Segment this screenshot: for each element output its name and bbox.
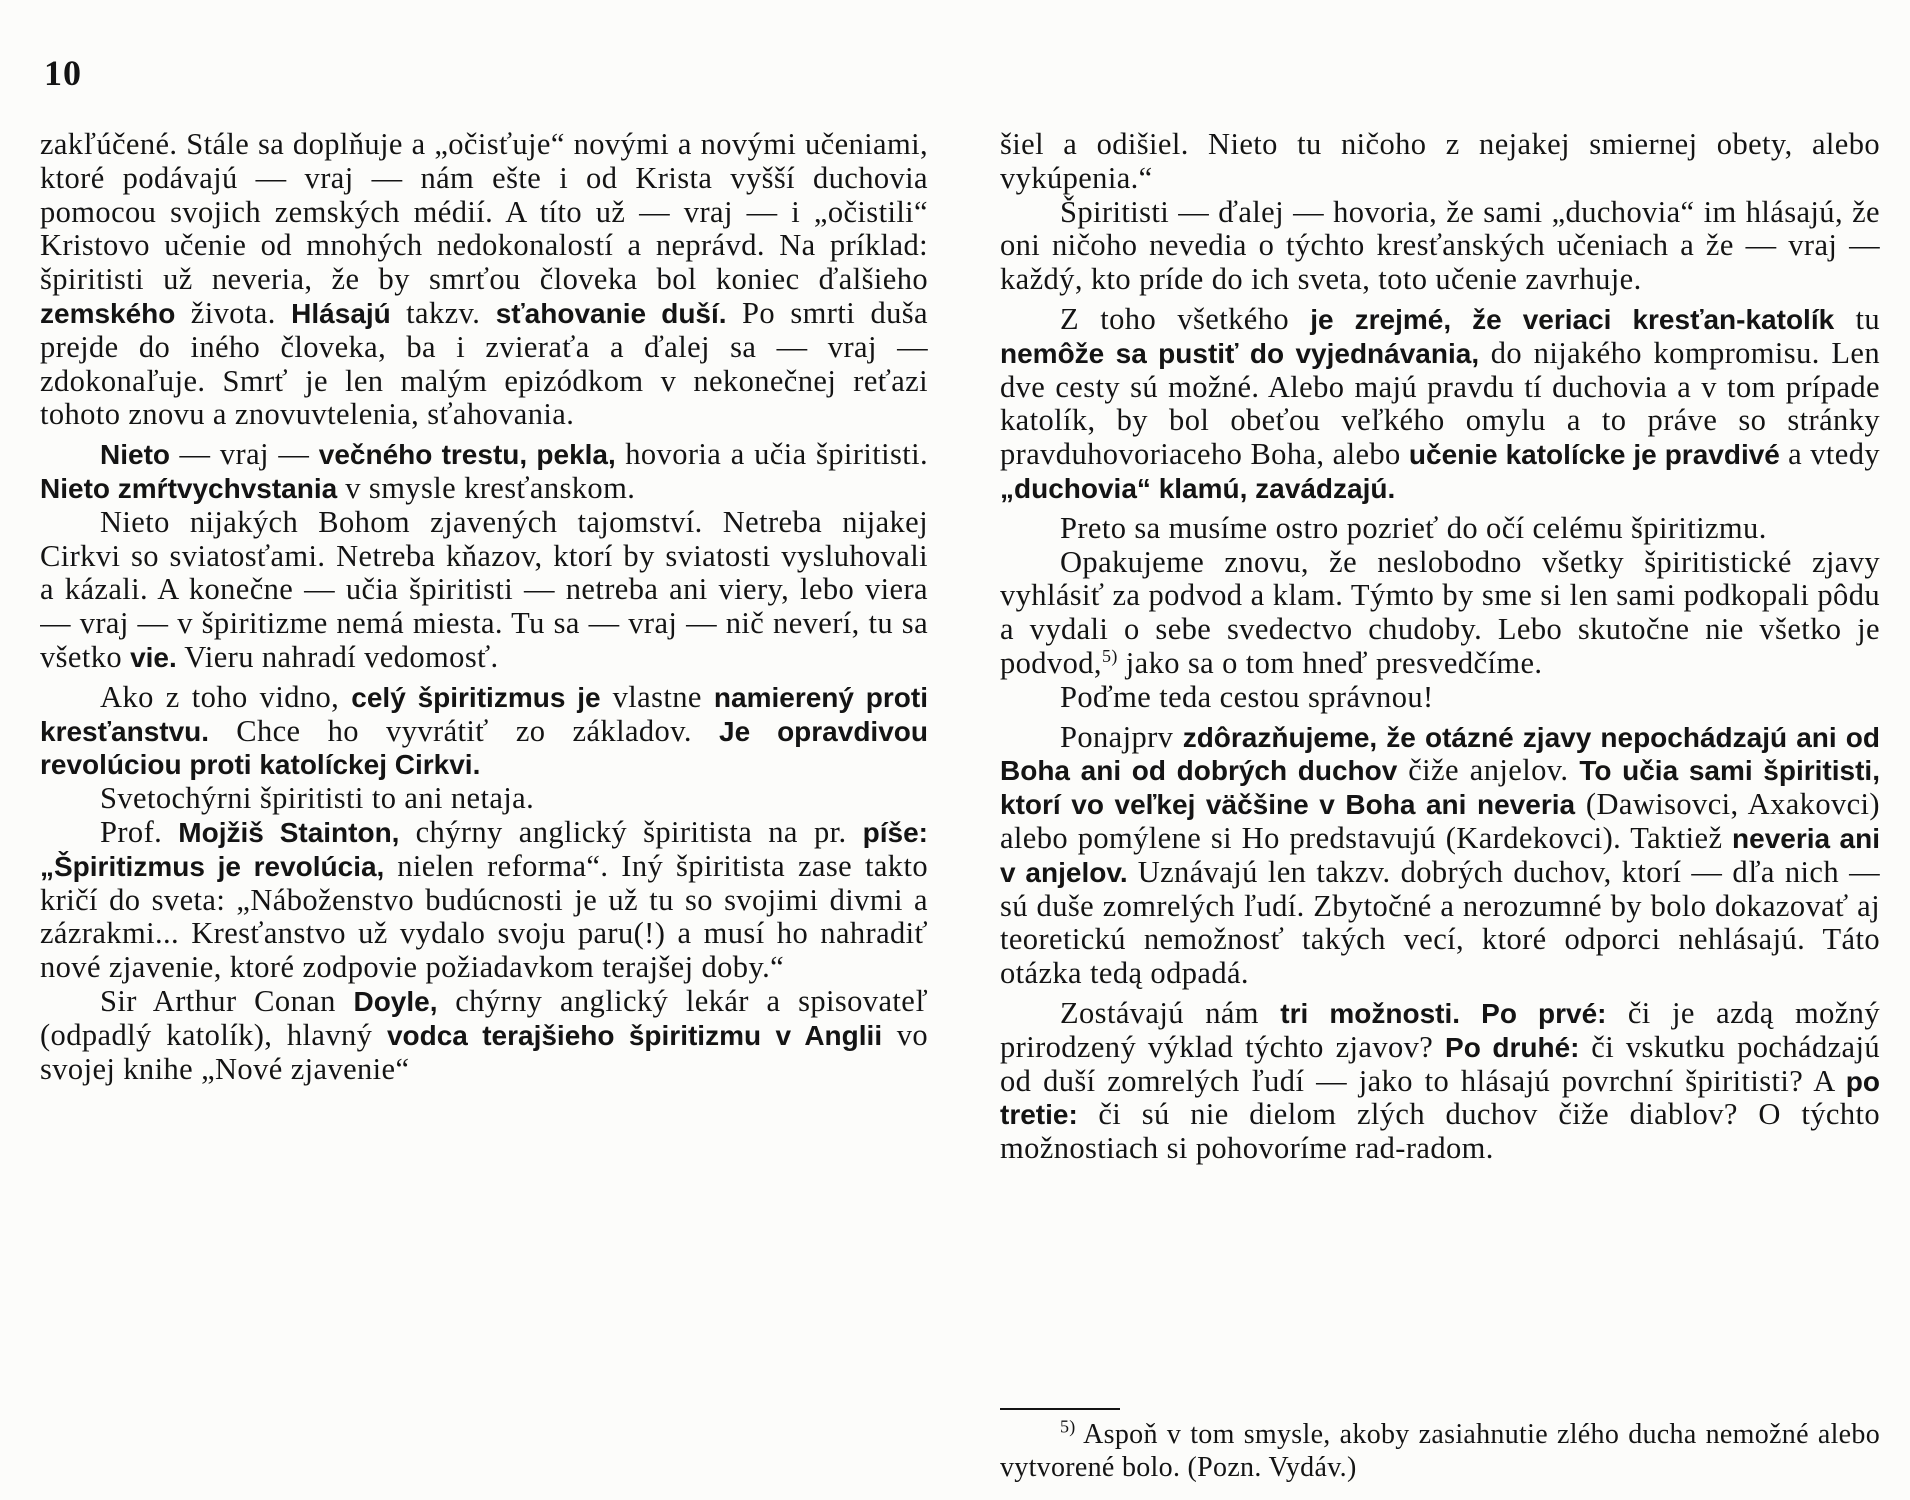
paragraph — [40, 985, 928, 1086]
paragraph — [1000, 721, 1880, 991]
body-text: chýrny anglický lekár a spisovateľ (odpadlý katolík), hlavný — [40, 983, 928, 1052]
emphasis-text: sťahovanie duší. — [495, 297, 727, 329]
paragraph — [40, 438, 928, 506]
paragraph — [1000, 681, 1880, 715]
emphasis-text: celý špiritizmus je — [351, 681, 601, 713]
body-text: Špiritisti — ďalej — hovoria, že sami „duchovia“ im hlásajú, že oni ničoho nevedia o týchto kresťanských učeniach a že — vraj — každý, kto príde do ich sveta, toto učenie zavrhuje. — [1000, 194, 1880, 297]
body-text: či sú nie dielom zlých duchov čiže diablov? O týchto možnostiach si pohovoríme rad-radom. — [1000, 1097, 1880, 1166]
body-text: Sir Arthur Conan — [100, 983, 354, 1018]
body-text: Zostávajú nám — [1060, 995, 1281, 1030]
body-text: takzv. — [390, 295, 496, 330]
body-text: v smysle kresťanskom. — [337, 470, 636, 505]
emphasis-text: píše: „Špiritizmus je revolúcia, — [40, 816, 928, 882]
emphasis-text: Nieto zmŕtvychvstania — [40, 472, 338, 504]
paragraph — [1000, 512, 1880, 546]
body-text: Uznávajú len takzv. dobrých duchov, ktorí — dľa nich — sú duše zomrelých ľudí. Zbytočné a nerozumné by bolo dokazovať aj teoretickú nemožnosť takých vecí, ktoré odporci nehlásajú. Táto otázka tedą odpadá. — [1000, 854, 1880, 991]
body-text: hovoria a učia špiritisti. — [615, 437, 928, 472]
footnote — [1000, 1418, 1880, 1484]
emphasis-text: vie. — [130, 641, 177, 673]
body-text: života. — [175, 295, 292, 330]
emphasis-text: Je opravdivou revolúciou proti katolíckej Cirkvi. — [40, 715, 928, 781]
emphasis-text: „duchovia“ klamú, zavádzajú. — [1000, 472, 1396, 504]
body-text: — vraj — — [170, 437, 319, 472]
emphasis-text: večného trestu, pekla, — [318, 439, 616, 471]
emphasis-text: zdôrazňujeme, že otázné zjavy nepochádzajú ani od Boha ani od dobrých duchov — [1000, 721, 1880, 787]
body-text: Prof. — [100, 814, 179, 849]
footnote-text: Aspoň v tom smysle, akoby zasiahnutie zlého ducha nemožné alebo vytvorené bolo. (Pozn. Vydáv.) — [1000, 1419, 1880, 1483]
emphasis-text: Nieto — [100, 439, 170, 471]
body-text: vo svojej knihe „Nové zjavenie“ — [40, 1017, 928, 1086]
body-text: nielen reforma“. Iný špiritista zase takto kričí do sveta: „Náboženstvo budúcnosti je už tu so svojimi divmi a zázrakmi... Kresťanstvo už vydalo svoju paru(!) a musí ho nahradiť nové zjavenie, ktoré zodpovie požiadavkom terajšej doby.“ — [40, 848, 928, 985]
body-text: chýrny anglický špiritista na pr. — [399, 814, 863, 849]
paragraph — [40, 816, 928, 985]
paragraph — [1000, 303, 1880, 506]
body-text: Nieto nijakých Bohom zjavených tajomství. Netreba nijakej Cirkvi so sviatosťami. Netreba kňazov, ktorí by sviatosti vysluhovali a kázali. A konečne — učia špiritisti — netreba ani viery, lebo viera — vraj — v špiritizme nemá miesta. Tu sa — vraj — nič neverí, tu sa všetko — [40, 504, 928, 674]
emphasis-text: Mojžiš Stainton, — [178, 816, 400, 848]
emphasis-text: po tretie: — [1000, 1065, 1880, 1131]
footnote-ref: 5) — [1101, 645, 1118, 666]
emphasis-text: zemského — [40, 297, 176, 329]
body-text: Opakujeme znovu, že neslobodno všetky špiritistické zjavy vyhlásiť za podvod a klam. Týmto by sme si len sami podkopali pôdu a vydali o sebe svedectvo chudoby. Lebo skutočne nie všetko je podvod, — [1000, 544, 1880, 680]
body-text: do nijakého kompromisu. Len dve cesty sú možné. Alebo majú pravdu tí duchovia a v tom prípade katolík, by bol obeťou veľkého omylu a to práve so stránky pravduhovoriaceho Boha, alebo — [1000, 335, 1881, 472]
paragraph — [40, 782, 928, 816]
paragraph — [1000, 546, 1880, 681]
footnote-marker: 5) — [1060, 1416, 1076, 1437]
emphasis-text: nemôže sa pustiť do vyjednávania, — [1000, 337, 1480, 369]
body-text: čiže anjelov. — [1397, 753, 1580, 788]
paragraph — [1000, 128, 1880, 196]
body-text: šiel a odišiel. Nieto tu ničoho z nejakej smiernej obety, alebo vykúpenia.“ — [1000, 127, 1880, 195]
body-text: Ponajprv — [1060, 719, 1183, 754]
emphasis-text: neveria ani v anjelov. — [1000, 822, 1880, 888]
emphasis-text: tri možnosti. Po prvé: — [1280, 997, 1607, 1029]
paragraph — [40, 128, 928, 432]
paragraph — [40, 681, 928, 782]
emphasis-text: je zrejmé, že veriaci kresťan-katolík — [1310, 303, 1835, 335]
footnote-rule — [1000, 1408, 1120, 1410]
body-text: a vtedy — [1779, 437, 1881, 472]
paragraph — [1000, 196, 1880, 297]
body-text: Preto sa musíme ostro pozrieť do očí celému špiritizmu. — [1060, 510, 1767, 545]
paragraph — [1000, 997, 1880, 1166]
page-number: 10 — [44, 53, 82, 93]
body-text: Chce ho vyvrátiť zo základov. — [209, 713, 720, 748]
emphasis-text: učenie katolícke je pravdivé — [1408, 439, 1780, 471]
body-text: zakľúčené. Stále sa doplňuje a „očisťuje“ novými a novými učeniami, ktoré podávajú — vraj — nám ešte i od Krista vyšší duchovia pomocou svojich zemských médií. A títo už — vraj — i „očistili“ Kristovo učenie od mnohých nedokonalostí a neprávd. Na príklad: špiritisti už neveria, že by smrťou človeka bol koniec ďalšieho — [40, 128, 928, 297]
emphasis-text: vodca terajšieho špiritizmu v Anglii — [386, 1019, 883, 1051]
body-text: či vskutku pochádzajú od duší zomrelých ľudí — jako to hlásajú povrchní špiritisti? A — [1000, 1029, 1880, 1098]
left-column — [40, 128, 928, 1240]
emphasis-text: To učia sami špiritisti, ktorí vo veľkej väčšine v Boha ani neveria — [1000, 755, 1880, 821]
body-text: jako sa o tom hneď presvedčíme. — [1117, 645, 1543, 680]
right-column — [1000, 128, 1880, 1172]
body-text: Poďme teda cestou správnou! — [1060, 679, 1434, 714]
emphasis-text: Po druhé: — [1445, 1031, 1580, 1063]
body-text: tu — [1834, 301, 1880, 336]
emphasis-text: Doyle, — [353, 985, 438, 1017]
body-text: či je azdą možný prirodzený výklad týchto zjavov? — [1000, 995, 1880, 1064]
emphasis-text: Hlásajú — [291, 297, 391, 329]
body-text: Vieru nahradí vedomosť. — [176, 639, 499, 674]
body-text: Po smrti duša prejde do iného človeka, ba i zvieraťa a ďalej sa — vraj — zdokonaľuje. Smrť je len malým epizódkom v nekonečnej reťazi tohoto znovu a znovuvtelenia, sťahovania. — [40, 295, 928, 432]
body-text: Ako z toho vidno, — [100, 679, 352, 714]
footnote-paragraph — [1000, 1418, 1880, 1484]
body-text: Svetochýrni špiritisti to ani netaja. — [100, 781, 535, 816]
body-text: Z toho všetkého — [1060, 301, 1311, 336]
paragraph — [40, 506, 928, 675]
body-text: (Dawisovci, Axakovci) alebo pomýlene si Ho predstavujú (Kardekovci). Taktiež — [1000, 787, 1880, 855]
body-text: vlastne — [600, 679, 714, 714]
emphasis-text: namierený proti kresťanstvu. — [40, 681, 928, 747]
